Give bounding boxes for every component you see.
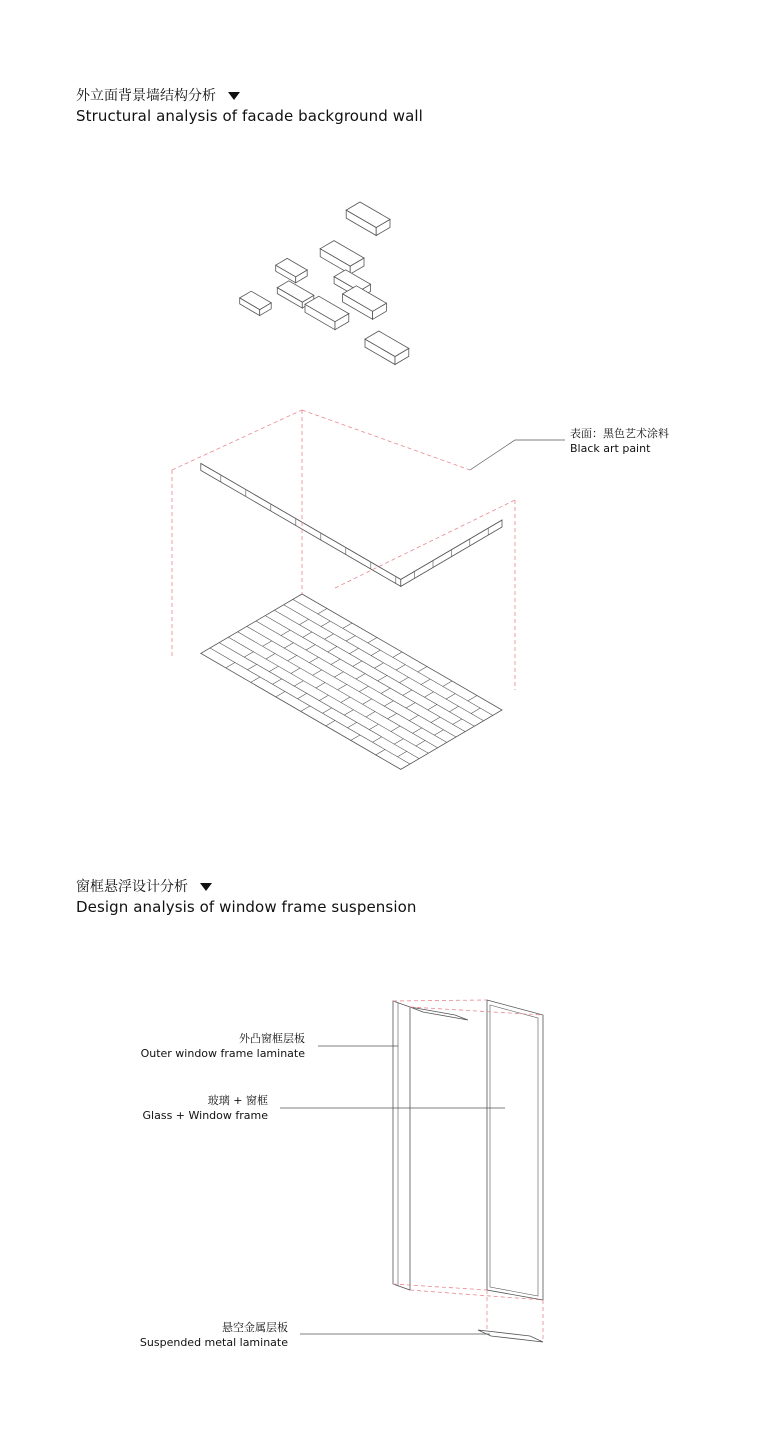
floating-brick <box>346 202 390 236</box>
grid-joint-line <box>319 695 328 700</box>
section-1-title-en: Structural analysis of facade background wall <box>76 107 423 125</box>
outer-frame-laminate-callout: 外凸窗框层板 Outer window frame laminate <box>140 1032 305 1060</box>
grid-joint-line <box>318 609 327 614</box>
grid-joint-line <box>351 735 360 740</box>
callout-en: Black art paint <box>570 442 651 455</box>
grid-joint-line <box>341 697 350 702</box>
outer-frame-laminate <box>393 1001 410 1290</box>
grid-joint-line <box>299 619 308 624</box>
grid-joint-line <box>384 701 393 706</box>
grid-joint-line <box>338 684 347 689</box>
grid-joint-line <box>409 715 418 720</box>
grid-joint-line <box>399 677 408 682</box>
grid-joint-line <box>471 708 480 713</box>
grid-joint-line <box>468 696 477 701</box>
grid-joint-line <box>359 686 368 691</box>
grid-joint-line <box>428 704 437 709</box>
grid-joint-line <box>421 679 430 684</box>
grid-joint-line <box>366 712 375 717</box>
grid-joint-line <box>269 666 278 671</box>
grid-joint-line <box>431 717 440 722</box>
dashed-guide <box>393 1000 487 1001</box>
grid-joint-line <box>368 638 377 643</box>
grid-joint-line <box>413 728 422 733</box>
grid-joint-line <box>391 726 400 731</box>
grid-outline <box>201 594 502 769</box>
grid-joint-line <box>371 650 380 655</box>
grid-joint-line <box>331 659 340 664</box>
grid-joint-line <box>323 708 332 713</box>
floating-bricks-layer <box>240 202 409 365</box>
grid-joint-line <box>324 634 333 639</box>
grid-joint-line <box>273 679 282 684</box>
grid-joint-line <box>321 621 330 626</box>
grid-joint-line <box>398 751 407 756</box>
grid-joint-line <box>418 667 427 672</box>
grid-joint-line <box>376 750 385 755</box>
grid-joint-line <box>356 674 365 679</box>
grid-joint-line <box>248 664 257 669</box>
grid-joint-line <box>443 681 452 686</box>
grid-joint-line <box>309 657 318 662</box>
floating-brick <box>320 241 364 275</box>
suspended-metal-laminate <box>478 1330 543 1342</box>
grid-joint-line <box>244 652 253 657</box>
grid-joint-line <box>313 670 322 675</box>
section-2-title-en: Design analysis of window frame suspension <box>76 898 417 916</box>
grid-joint-line <box>343 623 352 628</box>
grid-joint-line <box>394 739 403 744</box>
grid-joint-line <box>369 724 378 729</box>
grid-joint-line <box>378 675 387 680</box>
grid-joint-line <box>449 706 458 711</box>
grid-joint-line <box>396 665 405 670</box>
grid-joint-line <box>348 722 357 727</box>
grid-joint-line <box>406 703 415 708</box>
brick-grid-layer <box>201 594 502 769</box>
window-frame-diagram <box>393 1000 543 1342</box>
grid-joint-line <box>306 645 315 650</box>
grid-joint-line <box>363 699 372 704</box>
grid-joint-line <box>251 677 260 682</box>
grid-joint-line <box>226 663 235 668</box>
grid-joint-line <box>434 730 443 735</box>
floating-brick <box>276 258 308 282</box>
grid-joint-line <box>353 661 362 666</box>
section-2-title-zh: 窗框悬浮设计分析 <box>76 879 188 895</box>
base-plate-layer <box>201 404 502 586</box>
grid-joint-line <box>288 655 297 660</box>
grid-joint-line <box>316 683 325 688</box>
grid-joint-line <box>326 721 335 726</box>
glass-window-frame <box>487 1000 543 1300</box>
grid-joint-line <box>294 681 303 686</box>
glass-window-frame-callout: 玻璃 + 窗框 Glass + Window frame <box>142 1094 268 1122</box>
grid-joint-line <box>281 630 290 635</box>
grid-joint-line <box>303 632 312 637</box>
grid-joint-line <box>266 654 275 659</box>
grid-joint-line <box>388 713 397 718</box>
floating-brick <box>240 291 272 315</box>
grid-joint-line <box>301 706 310 711</box>
grid-joint-line <box>446 694 455 699</box>
callout-zh: 表面：黑色艺术涂料 <box>570 427 669 440</box>
floating-brick <box>365 331 409 365</box>
suspended-metal-laminate-callout: 悬空金属层板 Suspended metal laminate <box>139 1321 288 1349</box>
grid-joint-line <box>344 710 353 715</box>
grid-joint-line <box>334 672 343 677</box>
grid-joint-line <box>263 641 272 646</box>
grid-joint-line <box>346 636 355 641</box>
grid-joint-line <box>453 719 462 724</box>
grid-joint-line <box>416 741 425 746</box>
black-art-paint-leader <box>470 440 565 470</box>
grid-joint-line <box>284 643 293 648</box>
grid-joint-line <box>298 693 307 698</box>
grid-joint-line <box>403 690 412 695</box>
grid-joint-line <box>276 692 285 697</box>
grid-joint-line <box>393 652 402 657</box>
grid-joint-line <box>349 648 358 653</box>
grid-joint-line <box>291 668 300 673</box>
section-1-title-zh: 外立面背景墙结构分析 <box>76 88 216 104</box>
grid-joint-line <box>381 688 390 693</box>
grid-joint-line <box>328 646 337 651</box>
grid-joint-line <box>424 692 433 697</box>
grid-joint-line <box>374 663 383 668</box>
grid-joint-line <box>373 737 382 742</box>
